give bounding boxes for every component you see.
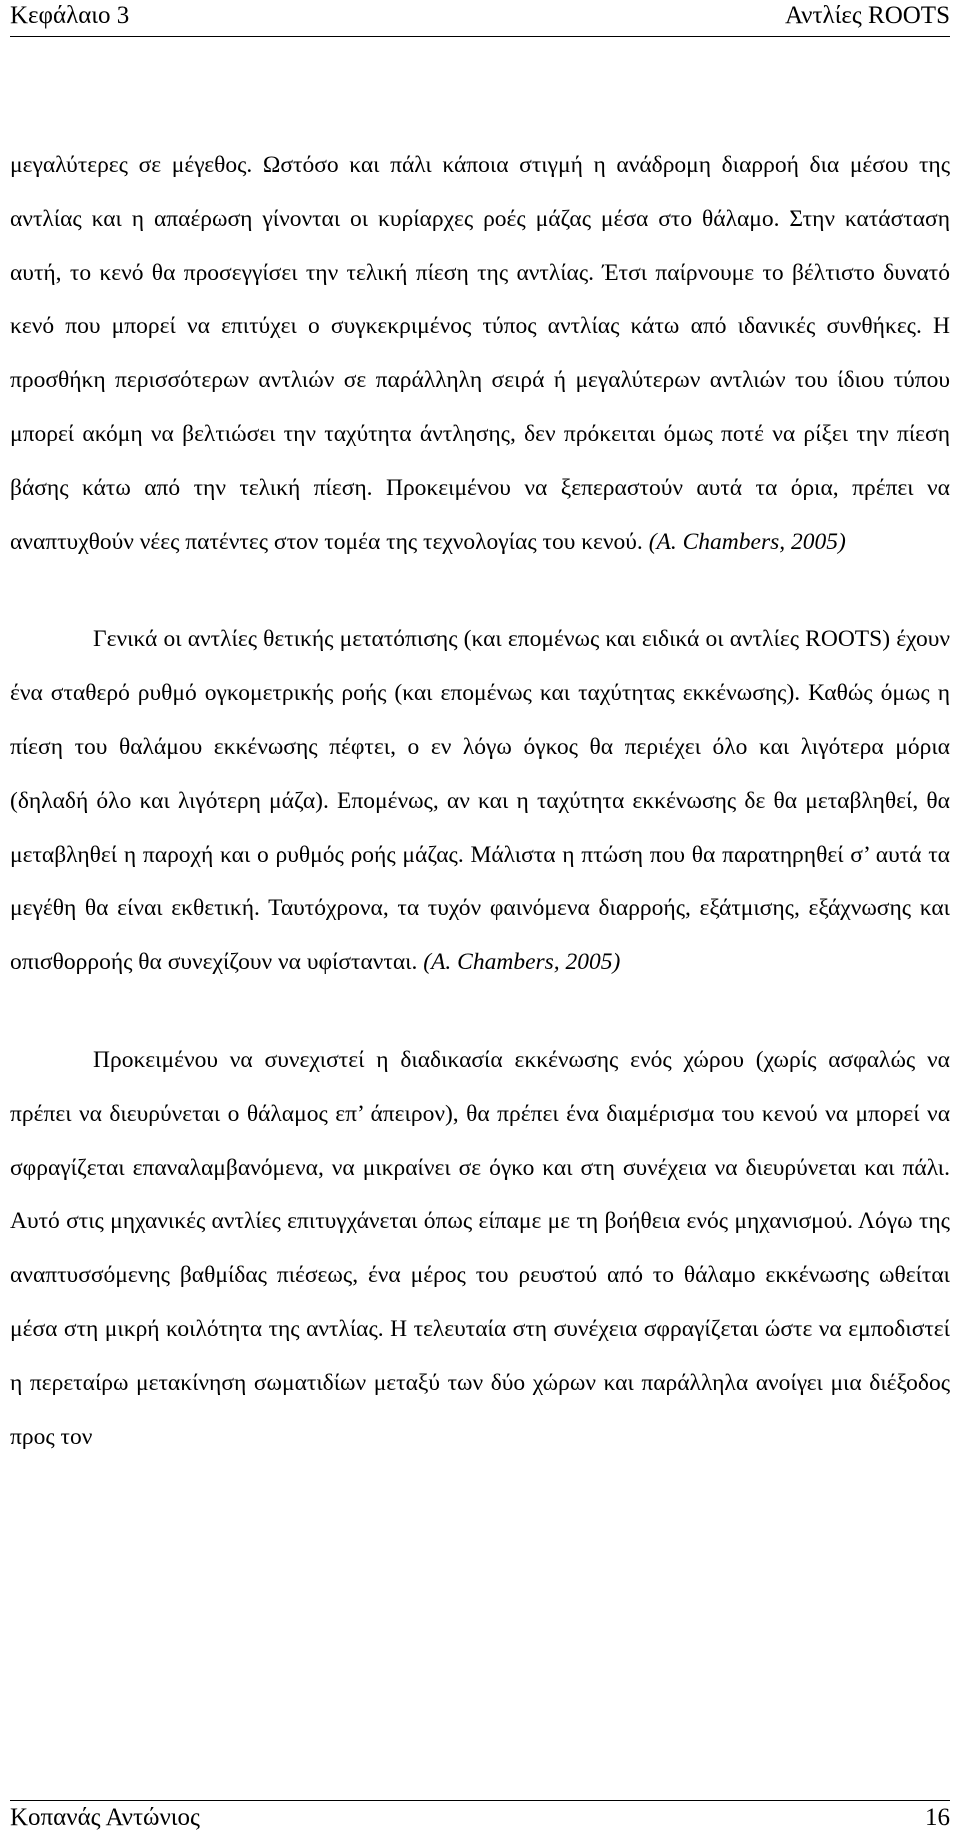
citation: (Α. Chambers, 2005) <box>423 949 621 976</box>
page-footer <box>10 1800 950 1834</box>
author-name: Κοπανάς Αντώνιος <box>10 1804 200 1831</box>
page-header <box>10 0 950 37</box>
paragraph <box>10 1034 950 1464</box>
running-title: Αντλίες ROOTS <box>784 2 950 29</box>
paragraph <box>10 139 950 569</box>
page-number: 16 <box>925 1804 950 1831</box>
chapter-label: Κεφάλαιο 3 <box>10 2 130 29</box>
paragraph-text: μεγαλύτερες σε μέγεθος. Ωστόσο και πάλι κάποια στιγμή η ανάδρομη διαρροή δια μέσου της αντλίας και η απαέρωση γίνονται οι κυρίαρχες ροές μάζας μέσα στο θάλαμο. Στην κατάσταση αυτή, το κενό θα προσεγγίσει την τελική πίεση της αντλίας. Έτσι παίρνουμε το βέλτιστο δυνατό κενό που μπορεί να επιτύχει ο συγκεκριμένος τύπος αντλίας κάτω από ιδανικές συνθήκες. Η προσθήκη περισσότερων αντλιών σε παράλληλη σειρά ή μεγαλύτερων αντλιών του ίδιου τύπου μπορεί ακόμη να βελτιώσει την ταχύτητα άντλησης, δεν πρόκειται όμως ποτέ να ρίξει την πίεση βάσης κάτω από την τελική πίεση. Προκειμένου να ξεπεραστούν αυτά τα όρια, πρέπει να αναπτυχθούν νέες πατέντες στον τομέα της τεχνολογίας του κενού. <box>10 152 950 555</box>
paragraph <box>10 613 950 990</box>
body-text <box>10 139 950 1464</box>
paragraph-text: Προκειμένου να συνεχιστεί η διαδικασία εκκένωσης ενός χώρου (χωρίς ασφαλώς να πρέπει να διευρύνεται ο θάλαμος επ’ άπειρον), θα πρέπει ένα διαμέρισμα του κενού να μπορεί να σφραγίζεται επαναλαμβανόμενα, να μικραίνει σε όγκο και στη συνέχεια να διευρύνεται και πάλι. Αυτό στις μηχανικές αντλίες επιτυγχάνεται όπως είπαμε με τη βοήθεια ενός μηχανισμού. Λόγω της αναπτυσσόμενης βαθμίδας πιέσεως, ένα μέρος του ρευστού από το θάλαμο εκκένωσης ωθείται μέσα στη μικρή κοιλότητα της αντλίας. Η τελευταία στη συνέχεια σφραγίζεται ώστε να εμποδιστεί η περεταίρω μετακίνηση σωματιδίων μεταξύ των δύο χώρων και παράλληλα ανοίγει μια διέξοδος προς τον <box>10 1046 950 1450</box>
citation: (Α. Chambers, 2005) <box>648 528 846 555</box>
paragraph-text: Γενικά οι αντλίες θετικής μετατόπισης (και επομένως και ειδικά οι αντλίες ROOTS) έχουν ένα σταθερό ρυθμό ογκομετρικής ροής (και επομένως και ταχύτητας εκκένωσης). Καθώς όμως η πίεση του θαλάμου εκκένωσης πέφτει, ο εν λόγω όγκος θα περιέχει όλο και λιγότερα μόρια (δηλαδή όλο και λιγότερη μάζα). Επομένως, αν και η ταχύτητα εκκένωσης δε θα μεταβληθεί, θα μεταβληθεί η παροχή και ο ρυθμός ροής μάζας. Μάλιστα η πτώση που θα παρατηρηθεί σ’ αυτά τα μεγέθη θα είναι εκθετική. Ταυτόχρονα, τα τυχόν φαινόμενα διαρροής, εξάτμισης, εξάχνωσης και οπισθορροής θα συνεχίζουν να υφίστανται. <box>10 626 950 976</box>
